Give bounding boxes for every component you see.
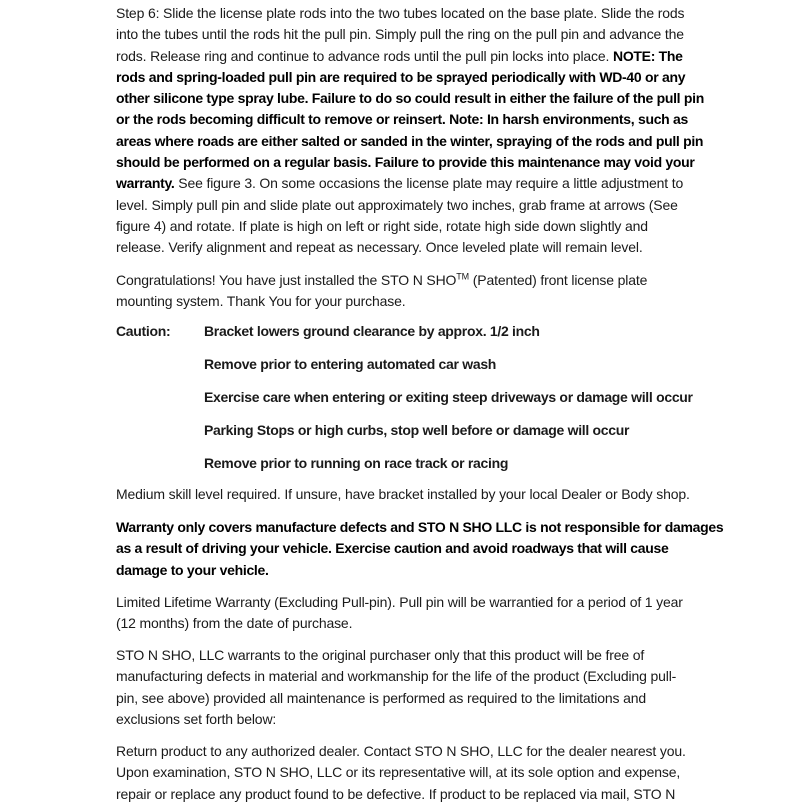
text: rods. Release ring and continue to advance rods until the pull pin locks into place. — [116, 47, 614, 64]
text: manufacturing defects in material and workmanship for the life of the product (Excluding pull- — [116, 668, 677, 685]
text: See figure 3. On some occasions the license plate may require a little adjustment to — [174, 175, 684, 192]
text: Medium skill level required. If unsure, have bracket installed by your local Dealer or Body shop. — [116, 486, 690, 502]
text-line — [116, 645, 716, 666]
text: pin, see above) provided all maintenance is performed as required to the limitations and — [116, 689, 646, 706]
bold-text: should be performed on a regular basis. Failure to provide this maintenance may void your — [116, 154, 695, 171]
text-line — [116, 216, 716, 237]
text-line — [116, 237, 716, 258]
text-line — [116, 613, 716, 634]
text-line — [116, 195, 716, 216]
text-line — [116, 517, 724, 538]
caution-text: Exercise care when entering or exiting steep driveways or damage will occur — [204, 389, 693, 405]
bold-text: as a result of driving your vehicle. Exercise caution and avoid roadways that will cause — [116, 540, 669, 557]
text: into the tubes until the rods hit the pull pin. Simply pull the ring on the pull pin and advance the — [116, 26, 684, 43]
text: repair or replace any product found to be defective. If product to be replaced via mail, STO N — [116, 785, 676, 802]
bold-text: damage to your vehicle. — [116, 561, 269, 578]
text-line — [116, 88, 716, 109]
paragraph-warranty-terms — [116, 645, 716, 730]
trademark-superscript: TM — [456, 271, 469, 282]
caution-text: Remove prior to running on race track or racing — [204, 455, 509, 471]
bold-text: Warranty only covers manufacture defects and STO N SHO LLC is not responsible for damages — [116, 519, 724, 535]
text-line — [116, 666, 716, 687]
text-line — [116, 709, 716, 730]
text-line — [116, 173, 716, 194]
text: release. Verify alignment and repeat as necessary. Once leveled plate will remain level. — [116, 239, 643, 256]
text-line — [116, 131, 716, 152]
text-line — [116, 3, 716, 24]
paragraph-limited-warranty — [116, 592, 716, 635]
text: Upon examination, STO N SHO, LLC or its representative will, at its sole option and expense, — [116, 764, 681, 781]
bold-text: NOTE: The — [613, 47, 683, 64]
bold-text: warranty. — [116, 175, 175, 192]
text-line — [116, 741, 716, 762]
caution-text: Parking Stops or high curbs, stop well before or damage will occur — [204, 422, 630, 438]
text: level. Simply pull pin and slide plate out approximately two inches, grab frame at arrows (See — [116, 196, 678, 213]
text-line — [116, 688, 716, 709]
text-line — [116, 24, 716, 45]
text-line — [116, 592, 716, 613]
text-line — [116, 538, 716, 559]
caution-item — [116, 419, 716, 452]
text-line — [116, 484, 716, 505]
caution-list — [116, 320, 716, 485]
caution-item — [116, 452, 716, 485]
text: exclusions set forth below: — [116, 710, 277, 727]
bold-text: other silicone type spray lube. Failure to do so could result in either the failure of the pull pin — [116, 90, 704, 107]
caution-text: Bracket lowers ground clearance by approx. 1/2 inch — [204, 323, 540, 339]
text-line — [116, 270, 716, 291]
text: (Patented) front license plate — [469, 272, 648, 288]
text-line — [116, 784, 716, 805]
text-line — [116, 67, 716, 88]
text: Step 6: Slide the license plate rods into the two tubes located on the base plate. Slide the rods — [116, 5, 685, 21]
bold-text: or the rods becoming difficult to remove or reinsert. Note: In harsh environments, such as — [116, 111, 689, 128]
text-line — [116, 109, 716, 130]
text-line — [116, 46, 716, 67]
text: mounting system. Thank You for your purchase. — [116, 293, 406, 310]
text: figure 4) and rotate. If plate is high on left or right side, rotate high side down slightly and — [116, 217, 648, 234]
paragraph-return-policy — [116, 741, 716, 805]
text-line — [116, 762, 716, 783]
caution-item — [116, 353, 716, 386]
text: (12 months) from the date of purchase. — [116, 615, 353, 632]
text-line — [116, 560, 716, 581]
caution-label: Caution: — [116, 323, 171, 339]
bold-text: areas where roads are either salted or sanded in the winter, spraying of the rods and pull pin — [116, 132, 704, 149]
caution-text: Remove prior to entering automated car wash — [204, 356, 497, 372]
text: STO N SHO, LLC warrants to the original purchaser only that this product will be free of — [116, 647, 645, 663]
paragraph-step-6 — [116, 3, 716, 259]
paragraph-skill-level — [116, 484, 716, 505]
text: Congratulations! You have just installed the STO N SHO — [116, 272, 457, 288]
paragraph-warranty-disclaimer — [116, 517, 724, 581]
text-line — [116, 291, 716, 312]
text: Return product to any authorized dealer. Contact STO N SHO, LLC for the dealer nearest you. — [116, 743, 686, 759]
text: Limited Lifetime Warranty (Excluding Pull-pin). Pull pin will be warrantied for a period of 1 year — [116, 594, 683, 610]
paragraph-congratulations — [116, 270, 716, 313]
text-line — [116, 152, 716, 173]
caution-item — [116, 386, 716, 419]
bold-text: rods and spring-loaded pull pin are required to be sprayed periodically with WD-40 or any — [116, 68, 686, 85]
caution-item — [116, 320, 716, 353]
